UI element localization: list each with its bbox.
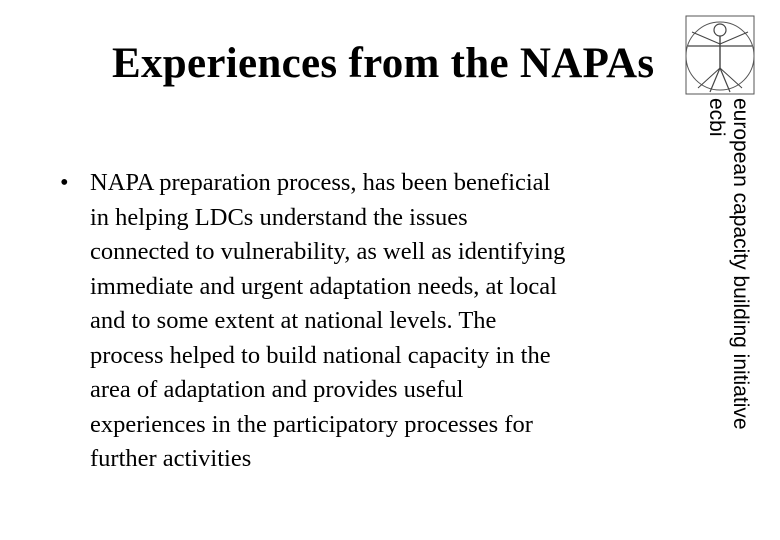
slide-title: Experiences from the NAPAs (112, 40, 655, 87)
bullet-marker: • (60, 169, 69, 196)
organization-name: european capacity building initiative (729, 98, 752, 430)
bullet-list (60, 166, 720, 477)
organization-acronym: ecbi (705, 98, 728, 137)
bullet-text: NAPA preparation process, has been beneficial in helping LDCs understand the issues connected to vulnerability, as well as identifying immediate and urgent adaptation needs, at local and to some extent at national levels. The process helped to build national capacity in the area of adaptation and provides useful experiences in the participatory processes for further activities (90, 169, 566, 472)
list-item (60, 166, 720, 477)
vitruvian-man-icon (680, 12, 760, 98)
